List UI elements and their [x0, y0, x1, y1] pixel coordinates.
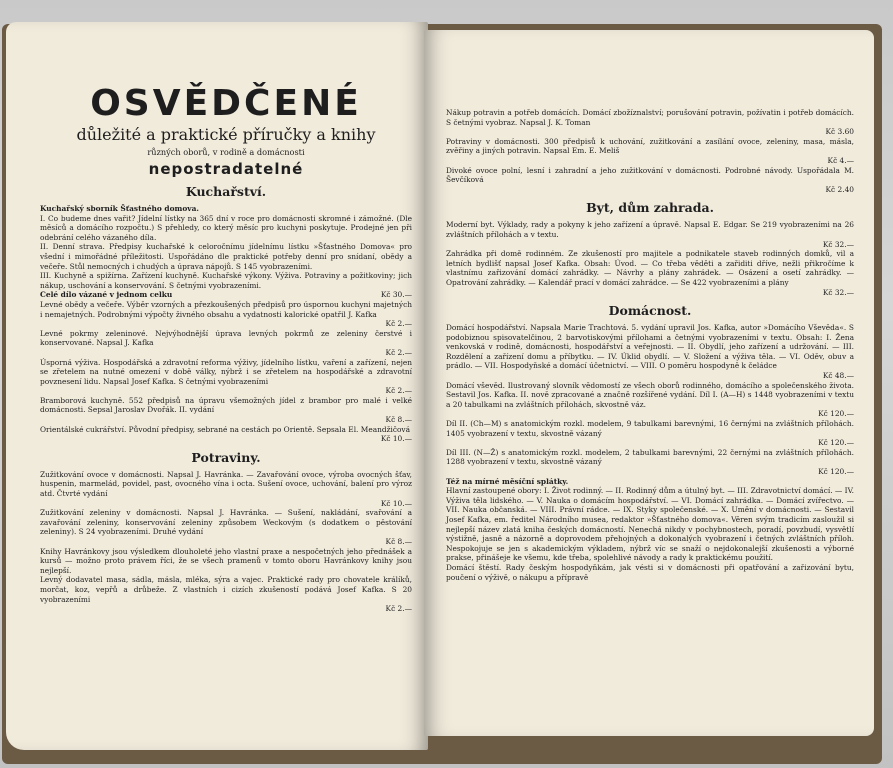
list-item: III. Kuchyně a spižírna. Zařízení kuchyně. Kuchařské výkony. Výživa. Potraviny a požitkoviny; jich nákup, uschování a konservování. S četnými vyobrazeními.	[40, 271, 412, 290]
price-row	[40, 499, 412, 509]
price-row	[40, 319, 412, 329]
page-subtitle: důležité a praktické příručky a knihy	[76, 125, 376, 144]
list-item: Levný dodavatel masa, sádla, másla, mléka, sýra a vajec. Praktické rady pro chovatele králíků, morčat, koz, vepřů a drůbeže. Z vlastních i cizích zkušeností podává Josef Kafka. S 20 vyobrazeními	[40, 575, 412, 604]
list-item: Orientálské cukrářství. Původní předpisy, sebrané na cestách po Orientě. Sepsala El. Meandžičová	[40, 424, 411, 434]
price-row	[40, 434, 412, 444]
list-item: Domácí vševěd. Ilustrovaný slovník vědomostí ze všech oborů rodinného, domácího a společenského života. Sestavil Jos. Kafka. II. nově zpracované a značně rozšířené vydání. Díl I. (A—H) s 1448 vyobrazeními v textu a 20 tabulkami na zvláštních přílohách, skvostně váz.	[446, 380, 854, 409]
price-row	[446, 240, 854, 250]
price-row	[40, 604, 412, 614]
price: Kč 120.—	[818, 467, 854, 476]
price: Kč 120.—	[818, 409, 854, 419]
price-row	[40, 290, 412, 300]
price-row	[446, 467, 854, 477]
page-subtitle-bold: nepostradatelné	[148, 160, 304, 178]
price: Kč 120.—	[818, 438, 854, 448]
list-item: Úsporná výživa. Hospodářská a zdravotní reforma výživy, jídelního lístku, vaření a zařízení, nejen se zřetelem na nutné omezení v době války, nýbrž i se zřetelem na hospodářské a zdravotní povznesení lidu. Napsal Josef Kafka. S četnými vyobrazeními	[40, 357, 412, 386]
list-item: Díl II. (Ch—M) s anatomickým rozkl. modelem, 9 tabulkami barevnými, 16 černými na zvláštních přílohách. 1405 vyobrazení v textu, skvostně vázaný	[446, 419, 854, 438]
price: Kč 30.—	[380, 290, 412, 300]
list-item: Zužitkování ovoce v domácnosti. Napsal J. Havránka. — Zavařování ovoce, výroba ovocných šťav, huspenin, marmelád, povidel, past, ovocného vína i octa. Sušení ovoce, uchování, balení pro výroz atd. Čtvrté vydání	[40, 469, 412, 499]
price: Kč 32.—	[822, 287, 854, 297]
price: Kč 2.40	[825, 184, 854, 194]
price: Kč 8.—	[385, 415, 412, 425]
price: Kč 2.—	[385, 319, 412, 329]
price-row	[446, 438, 854, 448]
list-item: Zužitkování zeleniny v domácnosti. Napsal J. Havránka. — Sušení, nakládání, svařování a zavařování zeleniny, konservování zeleniny způsobem Weckovým (s dodatkem o pěstování zeleniny). S 24 vyobrazeními. Druhé vydání	[40, 508, 412, 537]
list-item: Kuchařský sborník Šťastného domova.	[40, 204, 199, 213]
list-item: Potraviny v domácnosti. 300 předpisů k uchování, zužitkování a zasílání ovoce, zeleniny, masa, másla, zvěřiny a jiných potravin. Napsal Em. E. Meliš	[446, 136, 854, 156]
list-item: Nákup potravin a potřeb domácích. Domácí zbožíznalství; porušování potravin, požívatin i potřeb domácích. S četnými vyobraz. Napsal J. K. Toman	[446, 108, 854, 127]
page-title: OSVĚDČENÉ	[90, 83, 362, 124]
list-item: Domácí hospodářství. Napsala Marie Trachtová. 5. vydání upravil Jos. Kafka, autor »Domácího Vševěda«. S podobiznou spisovatelčinou, 2 barvotiskovými přílohami a četnými vyobrazeními v textu. Obsah: I. Žena venkovská v rodině, domácnosti, hospodářství a veřejnosti. — II. Obydlí, jeho zařízení a udržování. — III. Rozdělení a zařízení domu a příbytku. — IV. Úklid obydlí. — V. Složení a výživa těla. — VI. Oděv, obuv a prádlo. — VII. Hospodyňské a domácí účetnictví. — VIII. O poměru hospodyně k čeládce	[446, 323, 854, 371]
section-heading-kucharstvi: Kuchařství.	[185, 184, 267, 199]
list-item: Domácí štěstí. Rady českým hospodyňkám, jak vésti si v domácnosti při opatřování a zařizování bytu, poučení o výživě, o nákupu a přípravě	[446, 562, 854, 582]
list-item: Zahrádka při domě rodinném. Ze zkušeností pro majitele a podnikatele staveb rodinných domků, vil a letních bydlišť napsal Josef Kafka. Obsah: Úvod. — Co třeba věděti a zařiditi dříve, nežli přikročíme k vlastnímu zařizování domácí zahrádky. — Návrhy a plány zahrádek. — Osázení a osetí zahrádky. — Opatrování zahrádky. — Kalendář prací v domácí zahrádce. — Se 422 vyobrazeními a plány	[446, 249, 854, 287]
list-item: Levné pokrmy zeleninové. Nejvýhodnější úprava levných pokrmů ze zeleniny čerstvé i konservované. Napsal J. Kafka	[40, 328, 412, 348]
price-row	[446, 127, 854, 137]
price: Kč 4.—	[827, 155, 854, 165]
price-row	[446, 288, 854, 298]
right-page-content	[446, 108, 854, 582]
price-row	[40, 386, 412, 396]
price-row	[40, 415, 412, 425]
price: Kč 2.—	[385, 604, 412, 614]
list-item: Levné obědy a večeře. Výběr vzorných a přezkoušených předpisů pro úspornou kuchyni majetných i nemajetných. Podrobnými výpočty živného obsahu a vydatnosti kalorické opatřil J. Kafka	[40, 299, 412, 319]
price: Kč 48.—	[822, 371, 854, 381]
price: Kč 32.—	[822, 239, 854, 249]
price-row	[446, 156, 854, 166]
left-page-content	[40, 84, 412, 614]
section-heading-potraviny: Potraviny.	[191, 449, 261, 465]
section-heading-domacnost: Domácnost.	[608, 303, 692, 319]
price-row	[40, 348, 412, 358]
price: Kč 3.60	[825, 127, 854, 137]
price: Kč 8.—	[385, 537, 412, 546]
list-item: Díl III. (N—Ž) s anatomickým rozkl. modelem, 2 tabulkami barevnými, 22 černými na zvláštních přílohách. 1288 vyobrazení v textu, skvostně vázaný	[446, 447, 854, 467]
list-item: Knihy Havránkovy jsou výsledkem dlouholeté jeho vlastní praxe a nespočetných jeho přednášek a kursů — možno proto právem říci, že se všech pramenů v tomto oboru Havránkovy knihy jsou nejlepší.	[40, 546, 412, 575]
list-item: Bramborová kuchyně. 552 předpisů na úpravu všemožných jídel z brambor pro malé i velké domácnosti. Sepsal Jaroslav Dvořák. II. vydání	[40, 395, 412, 415]
list-item: Hlavní zastoupené obory: I. Život rodinný. — II. Rodinný dům a útulný byt. — III. Zdravotnictví domácí. — IV. Výživa těla lidského. — V. Nauka o domácím hospodářství. — VI. Domácí zahrádka. — Domácí zvířectvo. — VII. Nauka občanská. — VIII. Právní rádce. — IX. Styky společenské. — X. Umění v domácnosti. — Sestavil Josef Kafka, em. ředitel Národního musea, redaktor »Šťastného domova«. Věren svým tradicím zasloužil si nejlepší název zlatá kniha českých domácností. Nenechá nikdy v pochybnostech, poradí, povzbudí, vysvětlí výstižně, jasně a názorně a doprovodem přehojných a dokonalých vyobrazení i četných zvláštních příloh. Nespokojuje se jen s akademickým výkladem, nýbrž víc se snaží o nejdokonalejší zkušenosti a výborné prakse, přinášeje ke všemu, kde třeba, spolehlivé návody a rady k praktickému použití.	[446, 486, 854, 563]
section-heading-byt: Byt, dům zahrada.	[586, 200, 714, 216]
price: Kč 2.—	[385, 386, 412, 396]
price-row	[446, 185, 854, 195]
list-item: Moderní byt. Výklady, rady a pokyny k jeho zařízení a úpravě. Napsal E. Edgar. Se 219 vyobrazeními na 26 zvláštních přílohách a v textu.	[446, 220, 854, 239]
price-row	[446, 371, 854, 381]
price-row	[446, 409, 854, 419]
right-page	[424, 30, 874, 736]
list-item: I. Co budeme dnes vařit? Jídelní lístky na 365 dní v roce pro domácnosti skromné i zámožné. (Dle měsíců a domácího rozpočtu.) S přehledy, co který měsíc pro kuchyni poskytuje. Prodejné jen při odebrání celého vázaného díla.	[40, 213, 412, 242]
list-item: Divoké ovoce polní, lesní i zahradní a jeho zužitkování v domácnosti. Podrobné návody. Uspořádala M. Ševčíková	[446, 165, 854, 185]
price: Kč 2.—	[385, 347, 412, 357]
list-item: Též na mírné měsíční splátky.	[446, 476, 569, 486]
left-page	[6, 22, 428, 750]
list-item: II. Denní strava. Předpisy kuchařské k celoročnímu jídelnímu lístku »Šťastného Domova« pro všední i mimořádné příležitosti. Uspořádáno dle praktické potřeby denní pro snídaní, obědy a večeře. Stůl nemocných i chudých a úprava nápojů. S 145 vyobrazeními.	[40, 242, 412, 271]
price-row	[40, 537, 412, 547]
price: Kč 10.—	[380, 498, 412, 508]
item-label: Celé dílo vázané v jednom celku	[40, 290, 173, 300]
page-subtitle-small: různých oborů, v rodině a domácnosti	[147, 147, 305, 157]
price: Kč 10.—	[380, 434, 412, 444]
